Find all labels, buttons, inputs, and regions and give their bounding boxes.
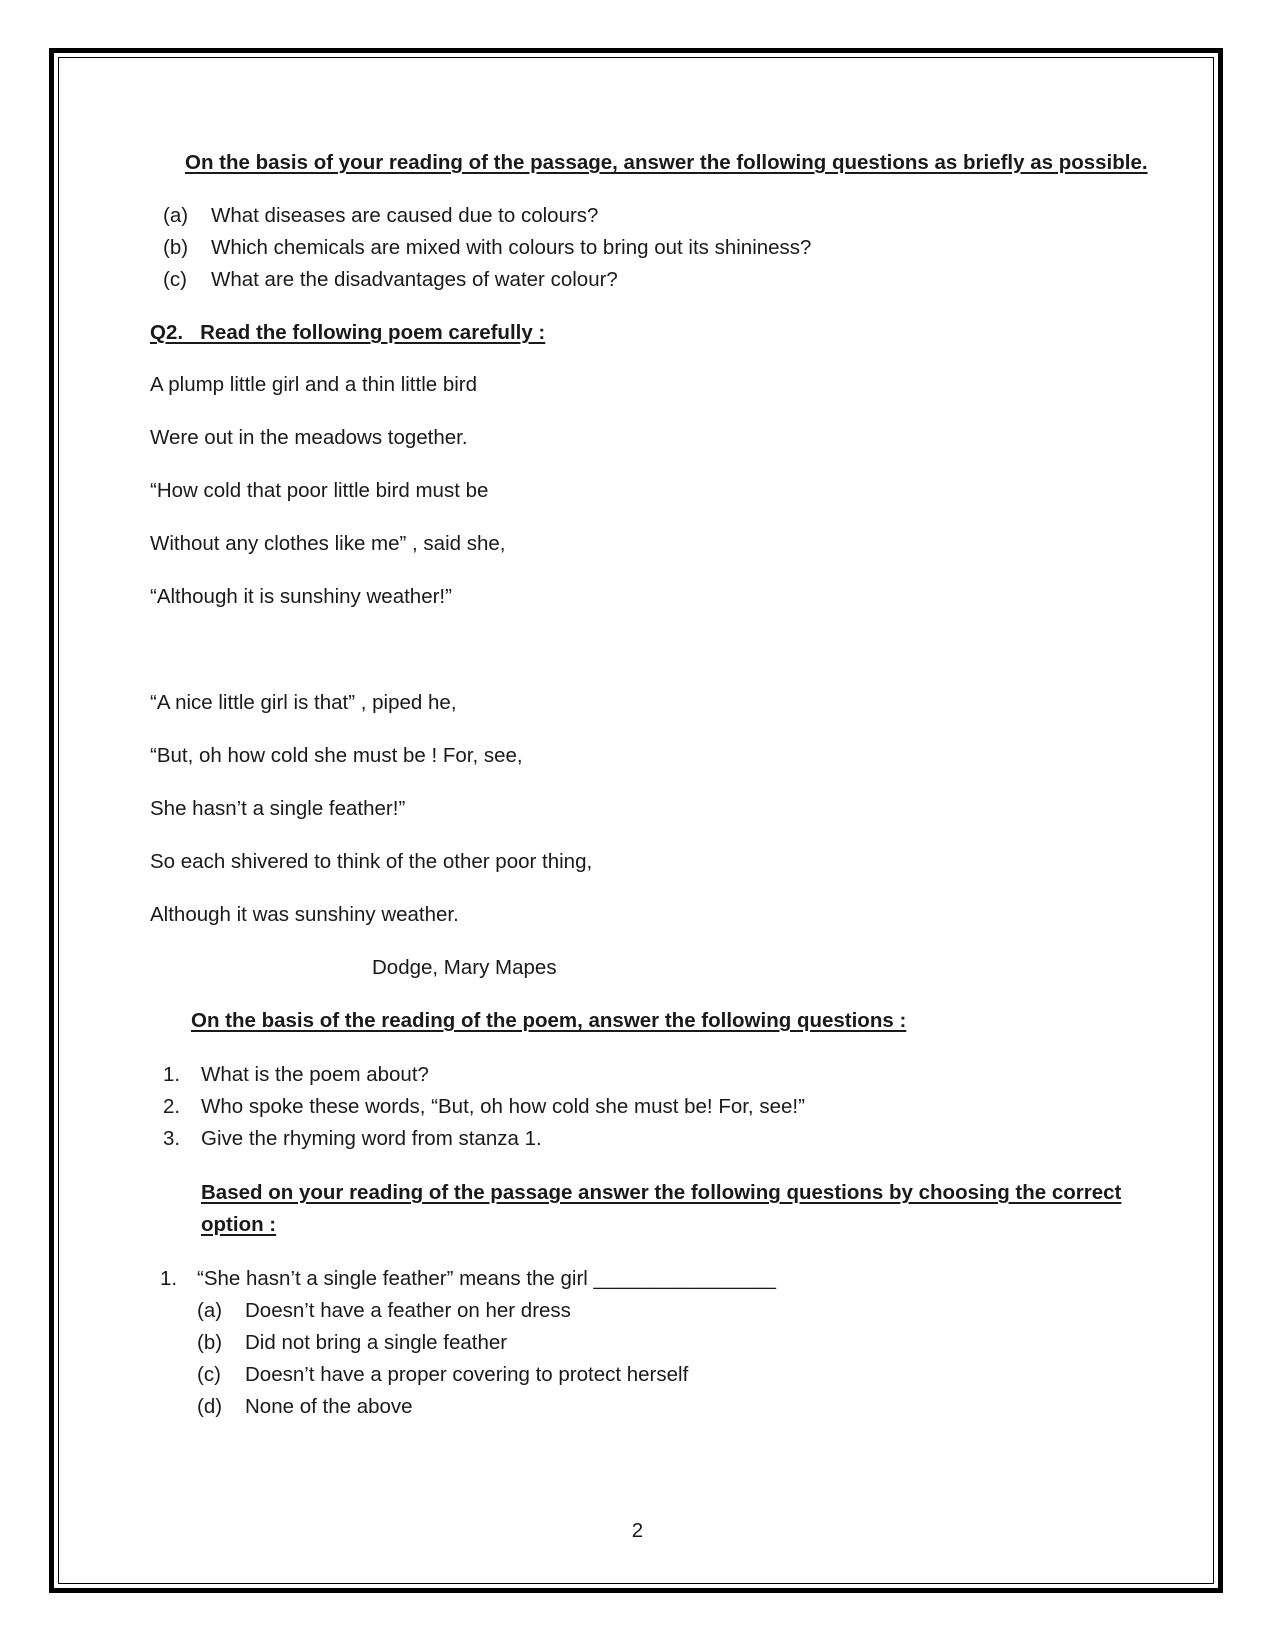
question-text: Who spoke these words, “But, oh how cold she must be! For, see!” bbox=[201, 1095, 805, 1118]
poem-line: “Although it is sunshiny weather!” bbox=[150, 585, 452, 608]
option-text: Doesn’t have a proper covering to protect herself bbox=[245, 1363, 689, 1386]
poem-author: Dodge, Mary Mapes bbox=[372, 956, 557, 979]
option-text: None of the above bbox=[245, 1395, 413, 1418]
option-text: Doesn’t have a feather on her dress bbox=[245, 1299, 571, 1322]
poem-questions-instruction: On the basis of the reading of the poem, answer the following questions : bbox=[191, 1009, 907, 1032]
question-text: What diseases are caused due to colours? bbox=[211, 204, 599, 227]
option-text: Did not bring a single feather bbox=[245, 1331, 508, 1354]
mcq-instruction-line2: option : bbox=[201, 1213, 277, 1236]
question-marker: (a) bbox=[163, 204, 189, 227]
poem-line: So each shivered to think of the other poor thing, bbox=[150, 850, 593, 873]
mcq-marker: 1. bbox=[160, 1267, 178, 1290]
question-marker: (c) bbox=[163, 268, 187, 291]
question-text: What is the poem about? bbox=[201, 1063, 429, 1086]
poem-line: Although it was sunshiny weather. bbox=[150, 903, 459, 926]
question-marker: 3. bbox=[163, 1127, 181, 1150]
poem-line: She hasn’t a single feather!” bbox=[150, 797, 406, 820]
poem-line: “How cold that poor little bird must be bbox=[150, 479, 489, 502]
page-number: 2 bbox=[631, 1519, 644, 1542]
question-marker: 1. bbox=[163, 1063, 181, 1086]
question-marker: 2. bbox=[163, 1095, 181, 1118]
poem-line: “But, oh how cold she must be ! For, see, bbox=[150, 744, 523, 767]
mcq-stem: “She hasn’t a single feather” means the girl ________________ bbox=[197, 1267, 776, 1290]
section1-instruction: On the basis of your reading of the passage, answer the following questions as briefly as possible. bbox=[185, 151, 1148, 174]
poem-line: “A nice little girl is that” , piped he, bbox=[150, 691, 457, 714]
poem-line: Without any clothes like me” , said she, bbox=[150, 532, 506, 555]
option-marker: (b) bbox=[197, 1331, 223, 1354]
option-marker: (c) bbox=[197, 1363, 221, 1386]
mcq-instruction-line1: Based on your reading of the passage answer the following questions by choosing the correct bbox=[201, 1181, 1122, 1204]
q2-heading: Q2. Read the following poem carefully : bbox=[150, 321, 546, 344]
question-text: What are the disadvantages of water colour? bbox=[211, 268, 618, 291]
question-text: Which chemicals are mixed with colours to bring out its shininess? bbox=[211, 236, 812, 259]
option-marker: (a) bbox=[197, 1299, 223, 1322]
poem-line: Were out in the meadows together. bbox=[150, 426, 468, 449]
question-text: Give the rhyming word from stanza 1. bbox=[201, 1127, 542, 1150]
poem-line: A plump little girl and a thin little bird bbox=[150, 373, 478, 396]
option-marker: (d) bbox=[197, 1395, 223, 1418]
question-marker: (b) bbox=[163, 236, 189, 259]
